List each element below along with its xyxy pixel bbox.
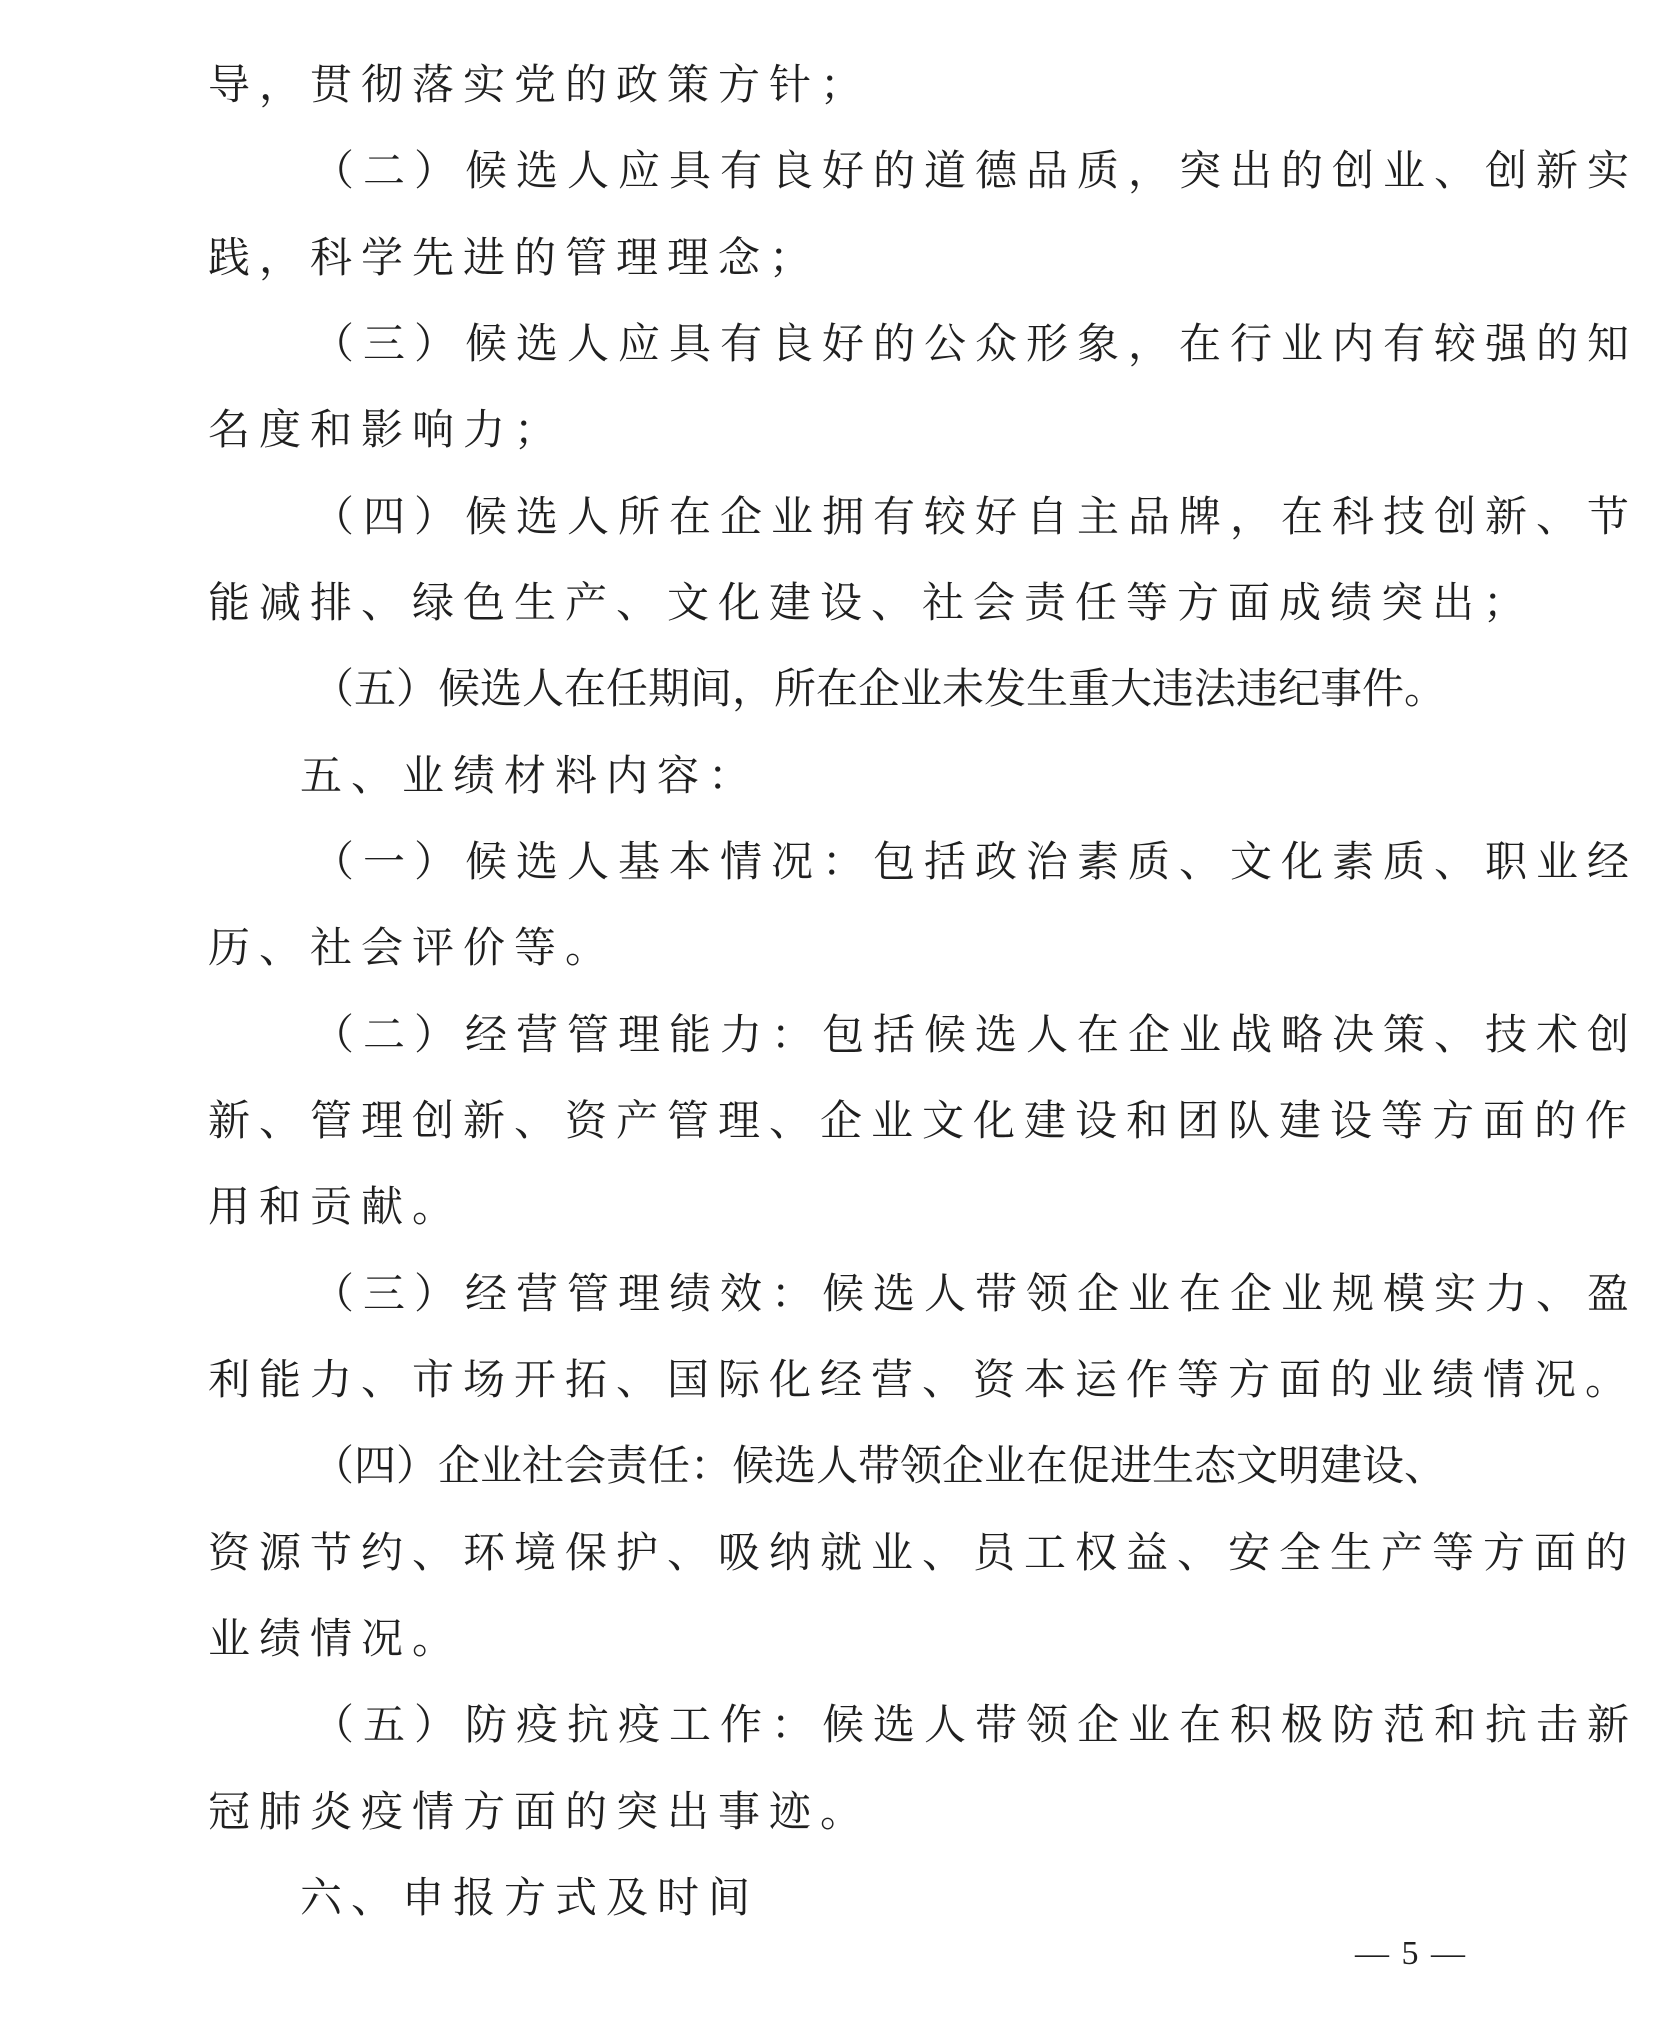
line-text: 新、管理创新、资产管理、企业文化建设和团队建设等方面的作 bbox=[208, 1096, 1637, 1145]
line-text: 能减排、绿色生产、文化建设、社会责任等方面成绩突出； bbox=[208, 578, 1535, 627]
line-text: 历、社会评价等。 bbox=[208, 923, 617, 972]
text-line bbox=[0, 230, 1655, 286]
line-text: 五、业绩材料内容： bbox=[300, 751, 760, 800]
page-number: — 5 — bbox=[1355, 1935, 1467, 1972]
line-text: （三）候选人应具有良好的公众形象，在行业内有较强的知 bbox=[312, 319, 1639, 368]
line-text: 践，科学先进的管理理念； bbox=[208, 233, 821, 282]
line-text: 利能力、市场开拓、国际化经营、资本运作等方面的业绩情况。 bbox=[208, 1355, 1637, 1404]
text-line bbox=[0, 1093, 1655, 1149]
text-line bbox=[0, 143, 1655, 199]
text-line bbox=[0, 1525, 1655, 1581]
line-text: （五）防疫抗疫工作：候选人带领企业在积极防范和抗击新 bbox=[312, 1700, 1639, 1749]
line-text: （二）候选人应具有良好的道德品质，突出的创业、创新实 bbox=[312, 146, 1639, 195]
text-line bbox=[0, 1784, 1655, 1840]
line-text: 名度和影响力； bbox=[208, 405, 566, 454]
line-text: （二）经营管理能力：包括候选人在企业战略决策、技术创 bbox=[312, 1010, 1639, 1059]
text-line bbox=[0, 402, 1655, 458]
text-line bbox=[0, 1266, 1655, 1322]
text-line bbox=[0, 1352, 1655, 1408]
text-line bbox=[0, 489, 1655, 545]
line-text: （五）候选人在任期间，所在企业未发生重大违法违纪事件。 bbox=[312, 664, 1447, 713]
text-line bbox=[0, 1438, 1655, 1494]
line-text: 用和贡献。 bbox=[208, 1182, 464, 1231]
text-line bbox=[0, 1179, 1655, 1235]
text-line bbox=[0, 920, 1655, 976]
line-text: 导，贯彻落实党的政策方针； bbox=[208, 60, 872, 109]
text-line bbox=[0, 834, 1655, 890]
line-text: （四）候选人所在企业拥有较好自主品牌，在科技创新、节 bbox=[312, 492, 1639, 541]
text-line bbox=[0, 1611, 1655, 1667]
text-line bbox=[0, 748, 1655, 804]
text-line bbox=[0, 1007, 1655, 1063]
line-text: （四）企业社会责任：候选人带领企业在促进生态文明建设、 bbox=[312, 1441, 1447, 1490]
line-text: 六、申报方式及时间 bbox=[300, 1873, 760, 1922]
line-text: （一）候选人基本情况：包括政治素质、文化素质、职业经 bbox=[312, 837, 1639, 886]
line-text: 业绩情况。 bbox=[208, 1614, 464, 1663]
text-line bbox=[0, 1697, 1655, 1753]
text-line bbox=[0, 661, 1655, 717]
line-text: （三）经营管理绩效：候选人带领企业在企业规模实力、盈 bbox=[312, 1269, 1639, 1318]
text-line bbox=[0, 57, 1655, 113]
text-line bbox=[0, 316, 1655, 372]
text-line bbox=[0, 1870, 1655, 1926]
line-text: 冠肺炎疫情方面的突出事迹。 bbox=[208, 1787, 872, 1836]
text-line bbox=[0, 575, 1655, 631]
line-text: 资源节约、环境保护、吸纳就业、员工权益、安全生产等方面的 bbox=[208, 1528, 1637, 1577]
